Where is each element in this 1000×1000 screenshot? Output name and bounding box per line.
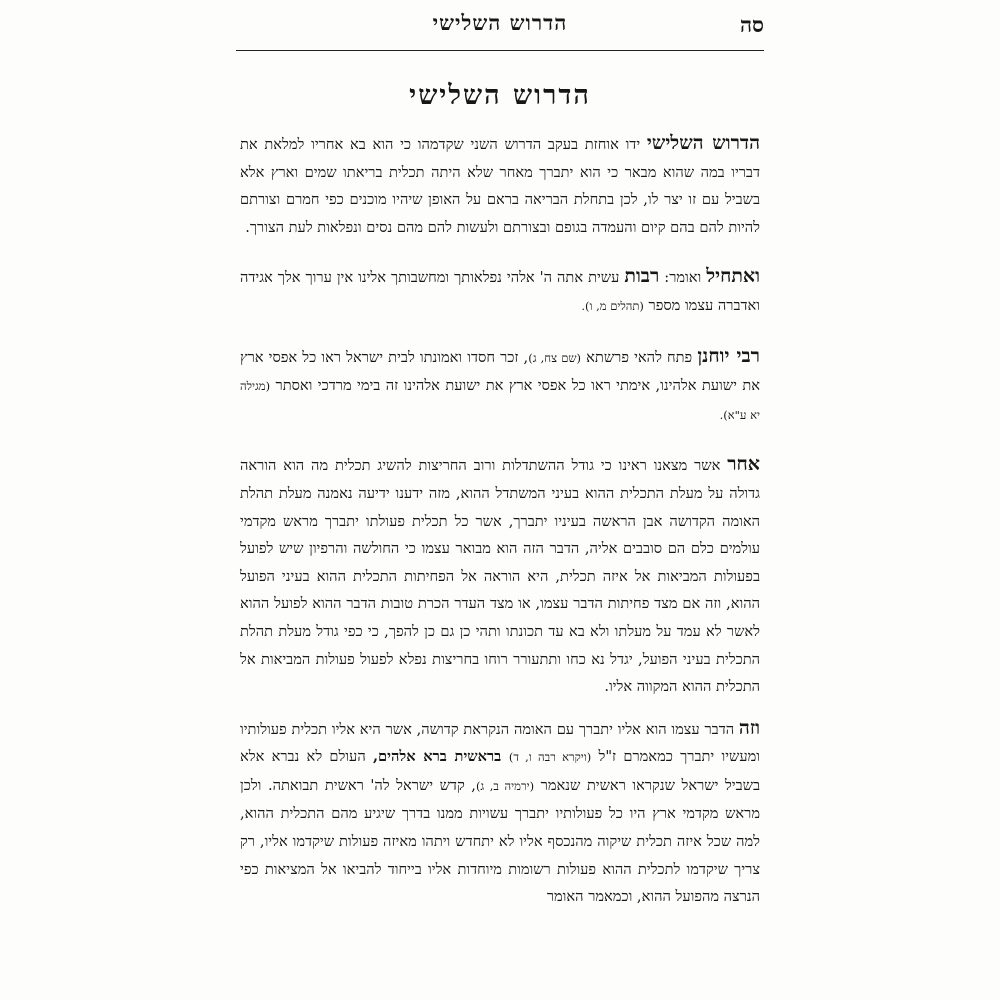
paragraph-lead: הדרוש השלישי [646, 132, 760, 154]
citation: (ויקרא רבה ו, ד) [508, 750, 592, 765]
paragraph-continuation [240, 715, 760, 911]
running-title: הדרוש השלישי [432, 10, 568, 35]
page-number: סה [739, 12, 764, 37]
paragraph-text: אשר מצאנו ראינו כי גודל ההשתדלות ורוב החריצות להשיג תכלית מה הוא הוראה גדולה על מעלת התכלית ההוא בעיני המשתדל ההוא, מזה ידענו ידיעה נאמנה מעלת תהלת האומה הקדושה אבן הראשה בעיניו יתברך, אשר כל תכלית פעולתו יתברך מראש מקדמי עולמים כלם הם סובבים אליה, הדבר הזה הוא מבואר עצמו כי החולשה והרפיון שיש לפועל בפעולות המביאות אל איזה תכלית, היא הוראה אל הפחיתות התכלית ההוא בעיני הפועל ההוא, וזה אם מצד פחיתות הדבר עצמו, או מצד העדר הכרת טובות הדבר ההוא לפועל ההוא לאשר לא עמד על מעלתו ולא בא עד תכונתו ותהי כן גם כן להפך, כי כפי גודל מעלת תהלת התכלית בעיני הפועל, יגדל נא כחו ותתעורר רוחו בחריצות נפלא לפעול פעולות המביאות אל התכלית ההוא המקווה אליו. [240, 457, 760, 696]
citation: (מגילה יא ע"א). [240, 379, 760, 422]
paragraph-text: ואומר: [659, 269, 707, 287]
paragraph-text: הדבר עצמו הוא אליו יתברך עם האומה הנקראת קדושה, אשר היא אליו תכלית פעולותיו ומעשיו יתברך כמאמרם ז"ל [240, 720, 760, 766]
quoted-verse: בראשית ברא אלהים, [372, 748, 509, 766]
running-head [236, 10, 764, 52]
paragraph-text: העולם לא נברא אלא בשביל ישראל שנקראו ראשית שנאמר [240, 748, 760, 794]
section-title: הדרוש השלישי [409, 80, 591, 111]
paragraph-lead: רבי יוחנן [697, 344, 760, 367]
verse-opening-word: רבות [624, 265, 660, 288]
paragraph-text: פתח להאי פרשתא [581, 348, 698, 366]
paragraph-text: , קדש ישראל לה' ראשית תבואתה. ולכן מראש מקדמי ארץ היו כל פעולותיו יתברך עשויות ממנו בדרך שיגיע מהם התכלית ההוא, למה שכל איזה תכלית שיקוה מהנכסף אליו לא יתחדש ויתהו מאיזה פעולות שיקדמו אליו, רק צריך שיקדמו לתכלית ההוא פעולות רשומות מיוחדות אליו בייחוד להביאו אל המציאות כפי הנרצה מהפועל ההוא, וכמאמר האומר [240, 776, 760, 906]
paragraph-verse [240, 263, 760, 320]
paragraph-lead: וזה [738, 716, 760, 739]
citation: (ירמיה ב, ג) [475, 778, 535, 793]
paragraph-text: ידו אוחזת בעקב הדרוש השני שקדמהו כי הוא בא אחריו למלאת את דבריו במה שהוא מבאר כי הוא יתברך מאחר שלא היתה תכלית בריאתו שמים וארץ אלא בשביל עם זו יצר לו, לכן בתחלת הבריאה בראם על האופן שיהיו מוכנים כפי חמרם וצורתם להיות להם בהם קיום והעמדה בגופם ובצורתם ולעשות להם מהם נסים ונפלאות לעת הצורך. [240, 136, 760, 236]
header-rule [236, 50, 764, 51]
paragraph-text: , זכר חסדו ואמונתו לבית ישראל ראו כל אפסי ארץ את ישועת אלהינו, אימתי ראו כל אפסי ארץ את ישועת אלהינו זה בימי מרדכי ואסתר [240, 348, 760, 395]
citation: (תהלים מ, ו). [581, 298, 644, 313]
citation: (שם צח, ג) [528, 350, 582, 365]
paragraph-text: עשית אתה ה' אלהי נפלאותך ומחשבותך אלינו אין ערוך אלך אגידה ואדברה עצמו מספר [240, 269, 760, 314]
paragraph-main [240, 451, 760, 700]
paragraph-intro [240, 130, 760, 241]
paragraph-lead: ואתחיל [706, 265, 760, 288]
paragraph-lead: אחר [727, 453, 760, 476]
body-text [240, 130, 760, 925]
paragraph-midrash [240, 343, 760, 430]
